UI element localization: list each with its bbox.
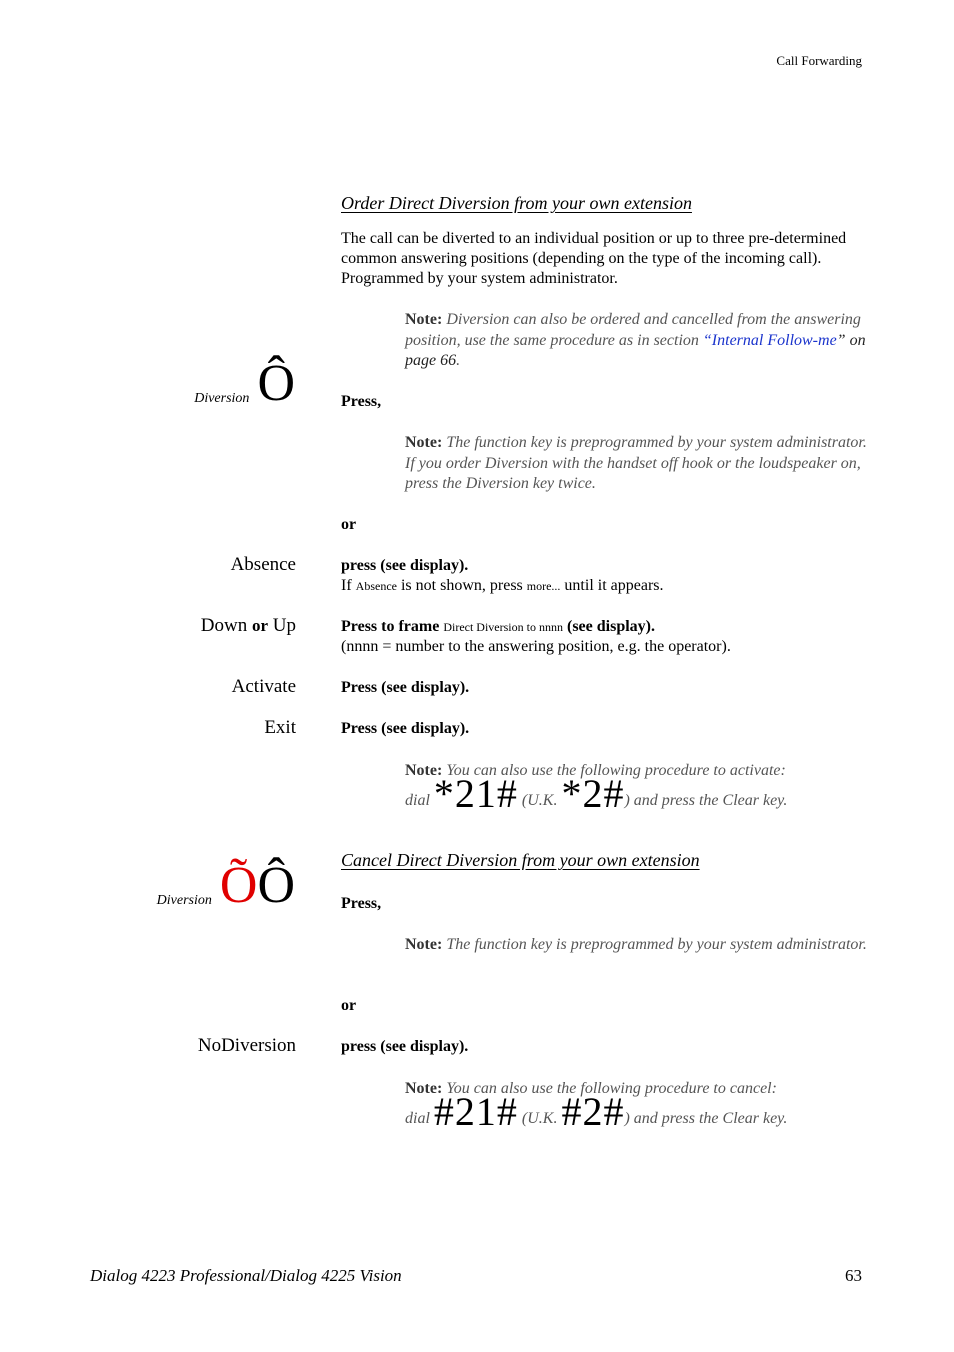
diversion-key-order bbox=[194, 355, 295, 412]
running-header: Call Forwarding bbox=[776, 53, 862, 68]
page-number: 63 bbox=[845, 1266, 862, 1285]
code-cancel-uk: #2# bbox=[561, 1088, 625, 1134]
note-label: Note: bbox=[405, 1080, 443, 1097]
note-text: The function key is preprogrammed by your system administrator. bbox=[446, 936, 867, 953]
diversion-key-label: Diversion bbox=[194, 391, 250, 406]
exit-instruction: Press (see display). bbox=[341, 720, 470, 737]
function-key-icon: Ô bbox=[257, 355, 295, 412]
dial-word: dial bbox=[405, 791, 430, 809]
hint-text: If bbox=[341, 577, 352, 594]
uk-text: (U.K. bbox=[521, 1109, 558, 1127]
note-text: The function key is preprogrammed by your system administrator. If you order Diversion with the handset off hook or the loudspeaker on, press the Diversion key twice. bbox=[405, 434, 867, 492]
activate-instruction: Press (see display). bbox=[341, 679, 470, 696]
diversion-key-label: Diversion bbox=[156, 893, 212, 908]
or-separator: or bbox=[341, 516, 357, 533]
note-label: Note: bbox=[405, 434, 443, 451]
note-cancel-procedure bbox=[405, 1079, 867, 1134]
or-word: or bbox=[251, 616, 269, 635]
hint-text: is not shown, press bbox=[400, 577, 523, 594]
up-key[interactable]: Up bbox=[272, 615, 296, 636]
hint-text: until it appears. bbox=[564, 577, 664, 594]
nodiversion-softkey[interactable]: NoDiversion bbox=[197, 1035, 296, 1056]
frame-instruction bbox=[341, 618, 655, 636]
frame-info: (nnnn = number to the answering position, e.g. the operator). bbox=[341, 638, 731, 655]
note-text: You can also use the following procedure to activate: bbox=[446, 762, 786, 779]
note-label: Note: bbox=[405, 311, 443, 328]
page-reference: ” on page 66 bbox=[405, 331, 866, 369]
note-activate-procedure bbox=[405, 761, 867, 816]
activate-softkey[interactable]: Activate bbox=[231, 676, 296, 697]
section-heading-order: Order Direct Diversion from your own extension bbox=[341, 193, 692, 213]
note-label: Note: bbox=[405, 936, 443, 953]
down-or-up-keys[interactable] bbox=[201, 615, 296, 637]
frame-press: Press to frame bbox=[341, 618, 440, 635]
press-instruction: Press, bbox=[341, 895, 382, 912]
note-end: ) and press the Clear key. bbox=[624, 791, 788, 809]
absence-softkey[interactable]: Absence bbox=[230, 554, 296, 575]
press-instruction: Press, bbox=[341, 393, 382, 410]
exit-softkey[interactable]: Exit bbox=[264, 717, 296, 738]
uk-text: (U.K. bbox=[521, 791, 558, 809]
nodiversion-instruction: press (see display). bbox=[341, 1038, 469, 1055]
diversion-key-cancel bbox=[156, 857, 295, 914]
section-heading-cancel: Cancel Direct Diversion from your own extension bbox=[341, 850, 700, 870]
or-separator: or bbox=[341, 997, 357, 1014]
frame-see-display: (see display). bbox=[566, 618, 655, 635]
dial-word: dial bbox=[405, 1109, 430, 1127]
display-text-direct-diversion: Direct Diversion to nnnn bbox=[443, 620, 563, 634]
note-function-key bbox=[405, 433, 867, 495]
note-text: You can also use the following procedure to cancel: bbox=[446, 1080, 777, 1097]
note-function-key bbox=[405, 935, 867, 956]
code-cancel: #21# bbox=[433, 1088, 518, 1134]
code-activate-uk: *2# bbox=[561, 770, 625, 816]
function-key-icon: Ô bbox=[257, 857, 295, 914]
intro-paragraph: The call can be diverted to an individual position or up to three pre-determined common answering positions (depending on the type of the incoming call). Programmed by your system administrator. bbox=[341, 230, 847, 287]
absence-instruction: press (see display). bbox=[341, 557, 469, 574]
display-text-absence: Absence bbox=[355, 579, 397, 593]
internal-follow-me-link[interactable]: Internal Follow-me bbox=[711, 331, 837, 349]
down-key[interactable]: Down bbox=[200, 615, 248, 636]
code-activate: *21# bbox=[433, 770, 518, 816]
absence-hint bbox=[341, 577, 664, 595]
note-end: ) and press the Clear key. bbox=[624, 1109, 788, 1127]
note-follow-me bbox=[405, 310, 867, 372]
note-text: Diversion can also be ordered and cancelled from the answering position, use the same procedure as in section bbox=[405, 311, 861, 349]
lamp-off-icon: Õ bbox=[219, 857, 258, 914]
lamp-icons bbox=[219, 857, 295, 914]
footer-title: Dialog 4223 Professional/Dialog 4225 Vision bbox=[90, 1266, 402, 1285]
note-period: . bbox=[456, 352, 461, 369]
note-label: Note: bbox=[405, 762, 443, 779]
display-text-more: more... bbox=[526, 579, 561, 593]
link-quote-open: “ bbox=[702, 331, 712, 349]
